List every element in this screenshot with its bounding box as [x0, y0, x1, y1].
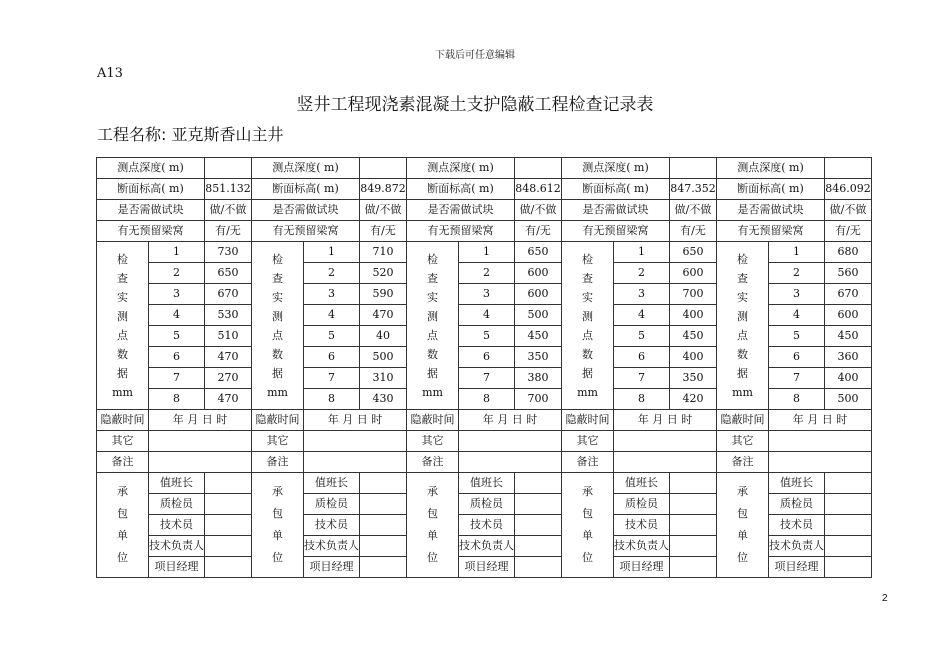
point-value: 520 [360, 263, 407, 284]
point-value: 680 [825, 242, 872, 263]
other-field[interactable] [149, 431, 252, 452]
role-label: 值班长 [614, 473, 670, 494]
role-label: 值班长 [149, 473, 205, 494]
vertical-char: 数 [737, 347, 748, 361]
remark-label: 备注 [407, 452, 459, 473]
elevation-value: 846.092 [825, 179, 872, 200]
point-number: 1 [149, 242, 205, 263]
test-block-value: 做/不做 [205, 200, 252, 221]
point-value: 380 [515, 368, 562, 389]
point-value: 600 [515, 263, 562, 284]
point-value: 530 [205, 305, 252, 326]
signature-field[interactable] [205, 536, 252, 557]
signature-field[interactable] [670, 494, 717, 515]
signature-field[interactable] [515, 536, 562, 557]
page-number: 2 [882, 593, 888, 604]
vertical-char: 查 [582, 271, 593, 285]
signature-field[interactable] [670, 473, 717, 494]
point-value: 650 [515, 242, 562, 263]
signature-field[interactable] [360, 515, 407, 536]
point-number: 5 [304, 326, 360, 347]
point-number: 1 [304, 242, 360, 263]
signature-field[interactable] [360, 536, 407, 557]
role-label: 技术员 [769, 515, 825, 536]
remark-field[interactable] [459, 452, 562, 473]
point-value: 470 [205, 347, 252, 368]
beam-hole-label: 有无预留梁窝 [562, 221, 670, 242]
hidden-time-value: 年 月 日 时 [304, 410, 407, 431]
hidden-time-value: 年 月 日 时 [459, 410, 562, 431]
signature-field[interactable] [205, 494, 252, 515]
point-value: 500 [825, 389, 872, 410]
point-value: 600 [825, 305, 872, 326]
role-label: 质检员 [769, 494, 825, 515]
depth-value-field[interactable] [515, 158, 562, 179]
vertical-char: 实 [427, 290, 438, 304]
test-block-value: 做/不做 [670, 200, 717, 221]
test-block-label: 是否需做试块 [97, 200, 205, 221]
point-number: 3 [149, 284, 205, 305]
hidden-time-label: 隐蔽时间 [407, 410, 459, 431]
vertical-char: 单 [117, 529, 128, 542]
test-block-label: 是否需做试块 [717, 200, 825, 221]
test-block-value: 做/不做 [360, 200, 407, 221]
vertical-char: 数 [117, 347, 128, 361]
point-number: 1 [614, 242, 670, 263]
other-label: 其它 [97, 431, 149, 452]
point-value: 600 [670, 263, 717, 284]
role-label: 项目经理 [614, 557, 670, 578]
remark-label: 备注 [562, 452, 614, 473]
signature-field[interactable] [670, 536, 717, 557]
hidden-time-value: 年 月 日 时 [149, 410, 252, 431]
role-label: 技术负责人 [459, 536, 515, 557]
role-label: 技术负责人 [149, 536, 205, 557]
beam-hole-value: 有/无 [205, 221, 252, 242]
hidden-time-label: 隐蔽时间 [717, 410, 769, 431]
hidden-time-label: 隐蔽时间 [562, 410, 614, 431]
point-number: 5 [769, 326, 825, 347]
elevation-value: 847.352 [670, 179, 717, 200]
role-label: 技术员 [149, 515, 205, 536]
other-field[interactable] [614, 431, 717, 452]
point-number: 8 [149, 389, 205, 410]
point-value: 500 [360, 347, 407, 368]
vertical-char: 单 [427, 529, 438, 542]
role-label: 质检员 [304, 494, 360, 515]
point-value: 400 [670, 347, 717, 368]
vertical-char: 检 [737, 252, 748, 266]
point-number: 7 [614, 368, 670, 389]
point-number: 6 [769, 347, 825, 368]
vertical-char: 检 [582, 252, 593, 266]
point-value: 360 [825, 347, 872, 368]
signature-field[interactable] [825, 536, 872, 557]
signature-field[interactable] [825, 515, 872, 536]
inspection-table [96, 157, 872, 578]
vertical-char: 查 [272, 271, 283, 285]
point-value: 430 [360, 389, 407, 410]
elevation-label: 断面标高( m) [717, 179, 825, 200]
point-value: 500 [515, 305, 562, 326]
signature-field[interactable] [205, 515, 252, 536]
point-number: 5 [614, 326, 670, 347]
hidden-time-label: 隐蔽时间 [252, 410, 304, 431]
signature-field[interactable] [515, 557, 562, 578]
other-label: 其它 [252, 431, 304, 452]
vertical-char: 点 [582, 328, 593, 342]
remark-field[interactable] [769, 452, 872, 473]
vertical-char: 位 [117, 551, 128, 564]
point-value: 510 [205, 326, 252, 347]
vertical-char: 包 [117, 507, 128, 520]
signature-field[interactable] [360, 473, 407, 494]
vertical-char: 位 [582, 551, 593, 564]
remark-label: 备注 [252, 452, 304, 473]
vertical-char: 单 [582, 529, 593, 542]
elevation-label: 断面标高( m) [97, 179, 205, 200]
point-value: 40 [360, 326, 407, 347]
point-number: 4 [769, 305, 825, 326]
point-value: 670 [825, 284, 872, 305]
signature-field[interactable] [360, 557, 407, 578]
point-value: 710 [360, 242, 407, 263]
point-value: 450 [515, 326, 562, 347]
point-number: 6 [149, 347, 205, 368]
point-value: 310 [360, 368, 407, 389]
point-value: 590 [360, 284, 407, 305]
vertical-char: 据 [427, 366, 438, 380]
point-number: 3 [304, 284, 360, 305]
point-number: 2 [304, 263, 360, 284]
remark-label: 备注 [717, 452, 769, 473]
vertical-char: 点 [427, 328, 438, 342]
vertical-char: 测 [272, 309, 283, 323]
vertical-char: 测 [427, 309, 438, 323]
elevation-label: 断面标高( m) [562, 179, 670, 200]
form-code: A13 [97, 66, 123, 81]
role-label: 技术负责人 [614, 536, 670, 557]
depth-label: 测点深度( m) [562, 158, 670, 179]
test-block-value: 做/不做 [825, 200, 872, 221]
role-label: 项目经理 [149, 557, 205, 578]
contractor-label [717, 473, 769, 578]
point-number: 8 [304, 389, 360, 410]
point-value: 730 [205, 242, 252, 263]
vertical-char: 查 [117, 271, 128, 285]
vertical-char: 实 [272, 290, 283, 304]
signature-field[interactable] [825, 494, 872, 515]
hidden-time-value: 年 月 日 时 [769, 410, 872, 431]
vertical-char: 包 [737, 507, 748, 520]
depth-label: 测点深度( m) [407, 158, 515, 179]
point-value: 350 [515, 347, 562, 368]
check-data-label [97, 242, 149, 410]
vertical-char: 据 [582, 366, 593, 380]
depth-value-field[interactable] [825, 158, 872, 179]
signature-field[interactable] [825, 557, 872, 578]
role-label: 质检员 [614, 494, 670, 515]
vertical-char: 据 [737, 366, 748, 380]
role-label: 值班长 [769, 473, 825, 494]
vertical-char: 数 [427, 347, 438, 361]
test-block-value: 做/不做 [515, 200, 562, 221]
vertical-char: 检 [427, 252, 438, 266]
vertical-char: 单 [737, 529, 748, 542]
point-number: 4 [614, 305, 670, 326]
signature-field[interactable] [670, 515, 717, 536]
role-label: 技术负责人 [304, 536, 360, 557]
vertical-char: 承 [272, 485, 283, 498]
vertical-char: mm [267, 385, 288, 399]
signature-field[interactable] [205, 557, 252, 578]
header-note: 下载后可任意编辑 [435, 50, 515, 61]
vertical-char: 点 [272, 328, 283, 342]
vertical-char: 测 [582, 309, 593, 323]
elevation-value: 851.132 [205, 179, 252, 200]
vertical-char: 测 [117, 309, 128, 323]
point-number: 6 [459, 347, 515, 368]
other-field[interactable] [769, 431, 872, 452]
point-value: 600 [515, 284, 562, 305]
point-value: 470 [360, 305, 407, 326]
point-value: 400 [670, 305, 717, 326]
beam-hole-value: 有/无 [360, 221, 407, 242]
depth-label: 测点深度( m) [252, 158, 360, 179]
signature-field[interactable] [515, 473, 562, 494]
role-label: 项目经理 [459, 557, 515, 578]
signature-field[interactable] [515, 494, 562, 515]
point-number: 2 [769, 263, 825, 284]
point-value: 350 [670, 368, 717, 389]
role-label: 技术负责人 [769, 536, 825, 557]
vertical-char: 包 [427, 507, 438, 520]
point-number: 8 [614, 389, 670, 410]
role-label: 质检员 [149, 494, 205, 515]
depth-label: 测点深度( m) [717, 158, 825, 179]
point-number: 6 [304, 347, 360, 368]
vertical-char: 承 [737, 485, 748, 498]
vertical-char: mm [112, 385, 133, 399]
point-number: 3 [769, 284, 825, 305]
beam-hole-value: 有/无 [515, 221, 562, 242]
point-value: 470 [205, 389, 252, 410]
contractor-label [562, 473, 614, 578]
point-number: 7 [769, 368, 825, 389]
vertical-char: 承 [427, 485, 438, 498]
point-number: 4 [149, 305, 205, 326]
point-number: 6 [614, 347, 670, 368]
vertical-char: 据 [272, 366, 283, 380]
point-number: 1 [459, 242, 515, 263]
vertical-char: 承 [582, 485, 593, 498]
hidden-time-value: 年 月 日 时 [614, 410, 717, 431]
vertical-char: 检 [272, 252, 283, 266]
vertical-char: 据 [117, 366, 128, 380]
contractor-label [407, 473, 459, 578]
point-number: 4 [459, 305, 515, 326]
contractor-label [252, 473, 304, 578]
point-number: 7 [304, 368, 360, 389]
point-number: 2 [614, 263, 670, 284]
depth-label: 测点深度( m) [97, 158, 205, 179]
signature-field[interactable] [825, 473, 872, 494]
vertical-char: 位 [272, 551, 283, 564]
vertical-char: 实 [737, 290, 748, 304]
check-data-label [252, 242, 304, 410]
contractor-label [97, 473, 149, 578]
vertical-char: 测 [737, 309, 748, 323]
role-label: 项目经理 [304, 557, 360, 578]
hidden-time-label: 隐蔽时间 [97, 410, 149, 431]
other-label: 其它 [562, 431, 614, 452]
check-data-label [562, 242, 614, 410]
role-label: 项目经理 [769, 557, 825, 578]
test-block-label: 是否需做试块 [562, 200, 670, 221]
vertical-char: mm [422, 385, 443, 399]
vertical-char: 检 [117, 252, 128, 266]
vertical-char: 承 [117, 485, 128, 498]
vertical-char: mm [732, 385, 753, 399]
depth-value-field[interactable] [205, 158, 252, 179]
point-value: 700 [670, 284, 717, 305]
point-number: 8 [459, 389, 515, 410]
point-number: 7 [149, 368, 205, 389]
vertical-char: 数 [272, 347, 283, 361]
vertical-char: 单 [272, 529, 283, 542]
vertical-char: 实 [117, 290, 128, 304]
point-number: 1 [769, 242, 825, 263]
vertical-char: 查 [427, 271, 438, 285]
signature-field[interactable] [360, 494, 407, 515]
point-value: 420 [670, 389, 717, 410]
point-number: 5 [149, 326, 205, 347]
signature-field[interactable] [515, 515, 562, 536]
other-field[interactable] [304, 431, 407, 452]
elevation-value: 848.612 [515, 179, 562, 200]
vertical-char: 点 [117, 328, 128, 342]
role-label: 值班长 [304, 473, 360, 494]
role-label: 值班长 [459, 473, 515, 494]
point-value: 450 [670, 326, 717, 347]
beam-hole-value: 有/无 [670, 221, 717, 242]
other-field[interactable] [459, 431, 562, 452]
signature-field[interactable] [670, 557, 717, 578]
other-label: 其它 [407, 431, 459, 452]
vertical-char: 数 [582, 347, 593, 361]
depth-value-field[interactable] [670, 158, 717, 179]
point-number: 2 [459, 263, 515, 284]
project-name: 工程名称: 亚克斯香山主井 [97, 125, 284, 144]
beam-hole-label: 有无预留梁窝 [717, 221, 825, 242]
point-value: 400 [825, 368, 872, 389]
remark-field[interactable] [304, 452, 407, 473]
vertical-char: mm [577, 385, 598, 399]
point-value: 700 [515, 389, 562, 410]
role-label: 技术员 [304, 515, 360, 536]
vertical-char: 查 [737, 271, 748, 285]
beam-hole-value: 有/无 [825, 221, 872, 242]
beam-hole-label: 有无预留梁窝 [252, 221, 360, 242]
point-number: 8 [769, 389, 825, 410]
point-number: 5 [459, 326, 515, 347]
remark-label: 备注 [97, 452, 149, 473]
point-value: 560 [825, 263, 872, 284]
point-value: 650 [670, 242, 717, 263]
depth-value-field[interactable] [360, 158, 407, 179]
point-number: 4 [304, 305, 360, 326]
point-number: 3 [614, 284, 670, 305]
role-label: 质检员 [459, 494, 515, 515]
point-number: 2 [149, 263, 205, 284]
check-data-label [717, 242, 769, 410]
point-value: 270 [205, 368, 252, 389]
point-value: 670 [205, 284, 252, 305]
vertical-char: 点 [737, 328, 748, 342]
elevation-value: 849.872 [360, 179, 407, 200]
vertical-char: 包 [272, 507, 283, 520]
elevation-label: 断面标高( m) [252, 179, 360, 200]
remark-field[interactable] [149, 452, 252, 473]
beam-hole-label: 有无预留梁窝 [97, 221, 205, 242]
vertical-char: 实 [582, 290, 593, 304]
role-label: 技术员 [459, 515, 515, 536]
point-number: 7 [459, 368, 515, 389]
test-block-label: 是否需做试块 [252, 200, 360, 221]
beam-hole-label: 有无预留梁窝 [407, 221, 515, 242]
role-label: 技术员 [614, 515, 670, 536]
vertical-char: 位 [427, 551, 438, 564]
other-label: 其它 [717, 431, 769, 452]
page-title: 竖井工程现浇素混凝土支护隐蔽工程检查记录表 [296, 95, 654, 115]
remark-field[interactable] [614, 452, 717, 473]
elevation-label: 断面标高( m) [407, 179, 515, 200]
test-block-label: 是否需做试块 [407, 200, 515, 221]
check-data-label [407, 242, 459, 410]
point-value: 650 [205, 263, 252, 284]
vertical-char: 包 [582, 507, 593, 520]
signature-field[interactable] [205, 473, 252, 494]
point-number: 3 [459, 284, 515, 305]
vertical-char: 位 [737, 551, 748, 564]
point-value: 450 [825, 326, 872, 347]
